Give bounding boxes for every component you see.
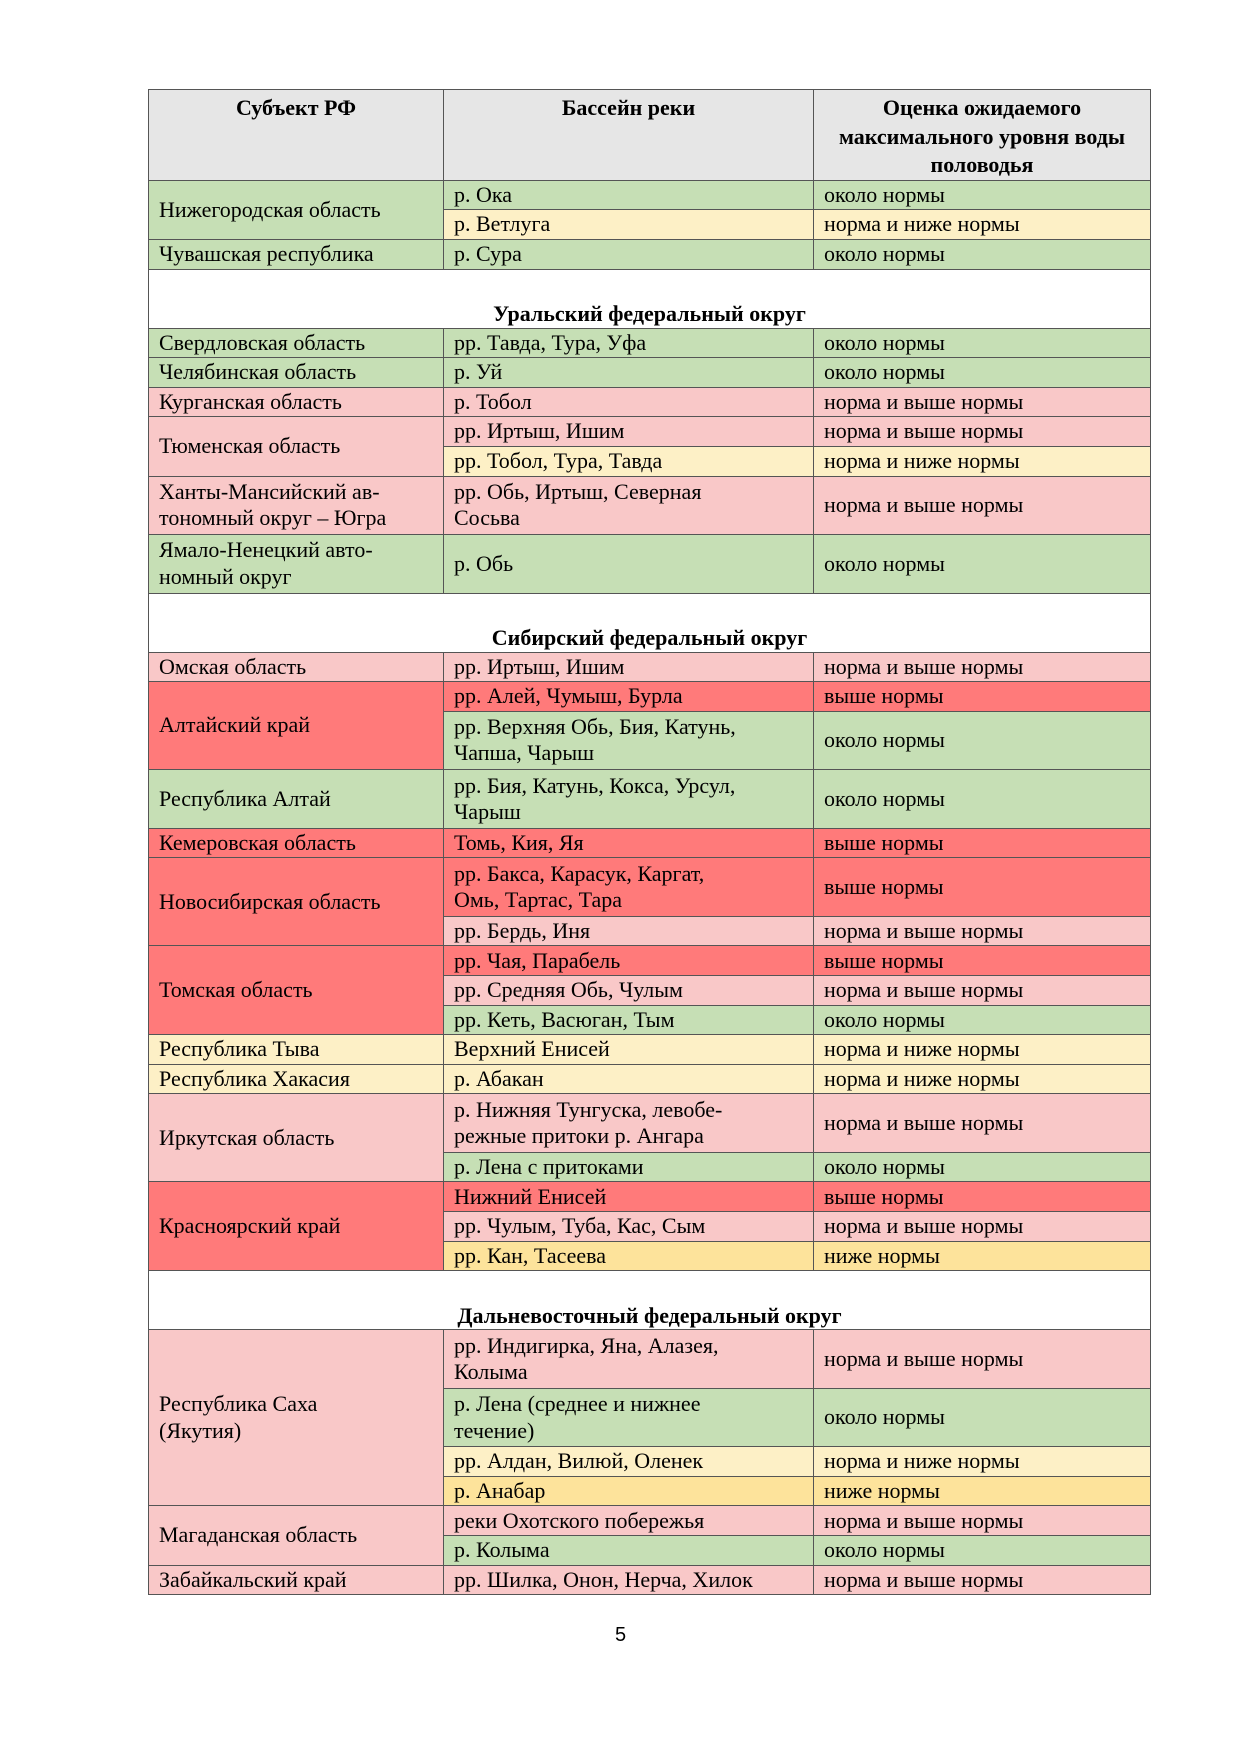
table-row [149,1506,1151,1536]
section-title: Уральский федеральный округ [149,269,1151,328]
estimate-cell: около нормы [814,535,1151,594]
region-cell: Чувашская республика [149,239,444,269]
section-row [149,269,1151,328]
estimate-cell: около нормы [814,180,1151,210]
estimate-cell: норма и ниже нормы [814,1064,1151,1094]
estimate-cell: норма и ниже нормы [814,210,1151,240]
basin-cell: рр. Тавда, Тура, Уфа [444,328,814,358]
basin-cell: рр. Алей, Чумыш, Бурла [444,682,814,712]
section-row [149,1271,1151,1330]
basin-cell: рр. Кан, Тасеева [444,1241,814,1271]
section-title: Дальневосточный федеральный округ [149,1271,1151,1330]
estimate-cell: норма и выше нормы [814,916,1151,946]
table-header-row [149,90,1151,181]
estimate-cell: около нормы [814,239,1151,269]
region-cell: Иркутская область [149,1094,444,1182]
section-row [149,593,1151,652]
basin-cell: Томь, Кия, Яя [444,828,814,858]
estimate-cell: около нормы [814,358,1151,388]
header-estimate: Оценка ожидаемого максимального уровня воды половодья [814,90,1151,181]
estimate-cell: норма и выше нормы [814,1330,1151,1389]
table-row [149,387,1151,417]
basin-cell: р. Ветлуга [444,210,814,240]
region-cell: Забайкальский край [149,1565,444,1595]
region-cell: Нижегородская область [149,180,444,239]
estimate-cell: выше нормы [814,1182,1151,1212]
estimate-cell: норма и выше нормы [814,1565,1151,1595]
estimate-cell: норма и выше нормы [814,1094,1151,1153]
basin-cell: рр. Обь, Иртыш, Северная Сосьва [444,476,814,535]
table-row [149,239,1151,269]
table-row [149,1330,1151,1389]
estimate-cell: норма и ниже нормы [814,446,1151,476]
table-row [149,1035,1151,1065]
basin-cell: рр. Бердь, Иня [444,916,814,946]
flood-forecast-table [148,89,1151,1595]
table-row [149,180,1151,210]
estimate-cell: норма и выше нормы [814,476,1151,535]
estimate-cell: норма и выше нормы [814,417,1151,447]
region-cell: Ямало-Ненецкий авто- номный округ [149,535,444,594]
table-row [149,1182,1151,1212]
basin-cell: р. Абакан [444,1064,814,1094]
table-row [149,682,1151,712]
estimate-cell: выше нормы [814,946,1151,976]
basin-cell: рр. Чулым, Туба, Кас, Сым [444,1212,814,1242]
region-cell: Алтайский край [149,682,444,770]
basin-cell: р. Тобол [444,387,814,417]
basin-cell: р. Обь [444,535,814,594]
header-basin: Бассейн реки [444,90,814,181]
basin-cell: р. Анабар [444,1476,814,1506]
table-row [149,770,1151,829]
basin-cell: р. Уй [444,358,814,388]
basin-cell: рр. Алдан, Вилюй, Оленек [444,1447,814,1477]
basin-cell: рр. Чая, Парабель [444,946,814,976]
region-cell: Томская область [149,946,444,1035]
section-title: Сибирский федеральный округ [149,593,1151,652]
estimate-cell: около нормы [814,1152,1151,1182]
estimate-cell: около нормы [814,1005,1151,1035]
basin-cell: р. Колыма [444,1536,814,1566]
estimate-cell: около нормы [814,770,1151,829]
estimate-cell: выше нормы [814,828,1151,858]
header-subject: Субъект РФ [149,90,444,181]
basin-cell: рр. Шилка, Онон, Нерча, Хилок [444,1565,814,1595]
table-row [149,535,1151,594]
region-cell: Челябинская область [149,358,444,388]
basin-cell: р. Лена с притоками [444,1152,814,1182]
basin-cell: р. Лена (среднее и нижнее течение) [444,1388,814,1447]
region-cell: Красноярский край [149,1182,444,1271]
estimate-cell: норма и выше нормы [814,387,1151,417]
table-row [149,476,1151,535]
estimate-cell: выше нормы [814,858,1151,917]
estimate-cell: норма и выше нормы [814,1212,1151,1242]
basin-cell: рр. Тобол, Тура, Тавда [444,446,814,476]
region-cell: Ханты-Мансийский ав- тономный округ – Югра [149,476,444,535]
basin-cell: рр. Кеть, Васюган, Тым [444,1005,814,1035]
estimate-cell: около нормы [814,328,1151,358]
basin-cell: рр. Средняя Обь, Чулым [444,976,814,1006]
table-row [149,1565,1151,1595]
region-cell: Республика Алтай [149,770,444,829]
table-row [149,328,1151,358]
region-cell: Республика Хакасия [149,1064,444,1094]
basin-cell: рр. Верхняя Обь, Бия, Катунь, Чапша, Чарыш [444,711,814,770]
table-row [149,652,1151,682]
basin-cell: рр. Иртыш, Ишим [444,417,814,447]
estimate-cell: норма и выше нормы [814,652,1151,682]
basin-cell: р. Ока [444,180,814,210]
region-cell: Новосибирская область [149,858,444,946]
region-cell: Свердловская область [149,328,444,358]
page-number: 5 [614,1624,627,1646]
basin-cell: реки Охотского побережья [444,1506,814,1536]
basin-cell: рр. Бакса, Карасук, Каргат, Омь, Тартас, Тара [444,858,814,917]
estimate-cell: выше нормы [814,682,1151,712]
basin-cell: рр. Иртыш, Ишим [444,652,814,682]
basin-cell: р. Нижняя Тунгуска, левобе- режные притоки р. Ангара [444,1094,814,1153]
basin-cell: рр. Индигирка, Яна, Алазея, Колыма [444,1330,814,1389]
estimate-cell: ниже нормы [814,1241,1151,1271]
estimate-cell: норма и выше нормы [814,1506,1151,1536]
estimate-cell: около нормы [814,1536,1151,1566]
region-cell: Республика Саха (Якутия) [149,1330,444,1506]
region-cell: Курганская область [149,387,444,417]
table-row [149,828,1151,858]
region-cell: Кемеровская область [149,828,444,858]
basin-cell: Нижний Енисей [444,1182,814,1212]
table-row [149,858,1151,917]
estimate-cell: ниже нормы [814,1476,1151,1506]
table-row [149,358,1151,388]
table-row [149,417,1151,447]
estimate-cell: норма и ниже нормы [814,1035,1151,1065]
estimate-cell: около нормы [814,711,1151,770]
basin-cell: Верхний Енисей [444,1035,814,1065]
table-row [149,1064,1151,1094]
table-row [149,1094,1151,1153]
basin-cell: рр. Бия, Катунь, Кокса, Урсул, Чарыш [444,770,814,829]
region-cell: Тюменская область [149,417,444,476]
estimate-cell: норма и ниже нормы [814,1447,1151,1477]
estimate-cell: норма и выше нормы [814,976,1151,1006]
basin-cell: р. Сура [444,239,814,269]
estimate-cell: около нормы [814,1388,1151,1447]
region-cell: Республика Тыва [149,1035,444,1065]
region-cell: Магаданская область [149,1506,444,1565]
table-row [149,946,1151,976]
table-body [149,90,1151,1595]
region-cell: Омская область [149,652,444,682]
